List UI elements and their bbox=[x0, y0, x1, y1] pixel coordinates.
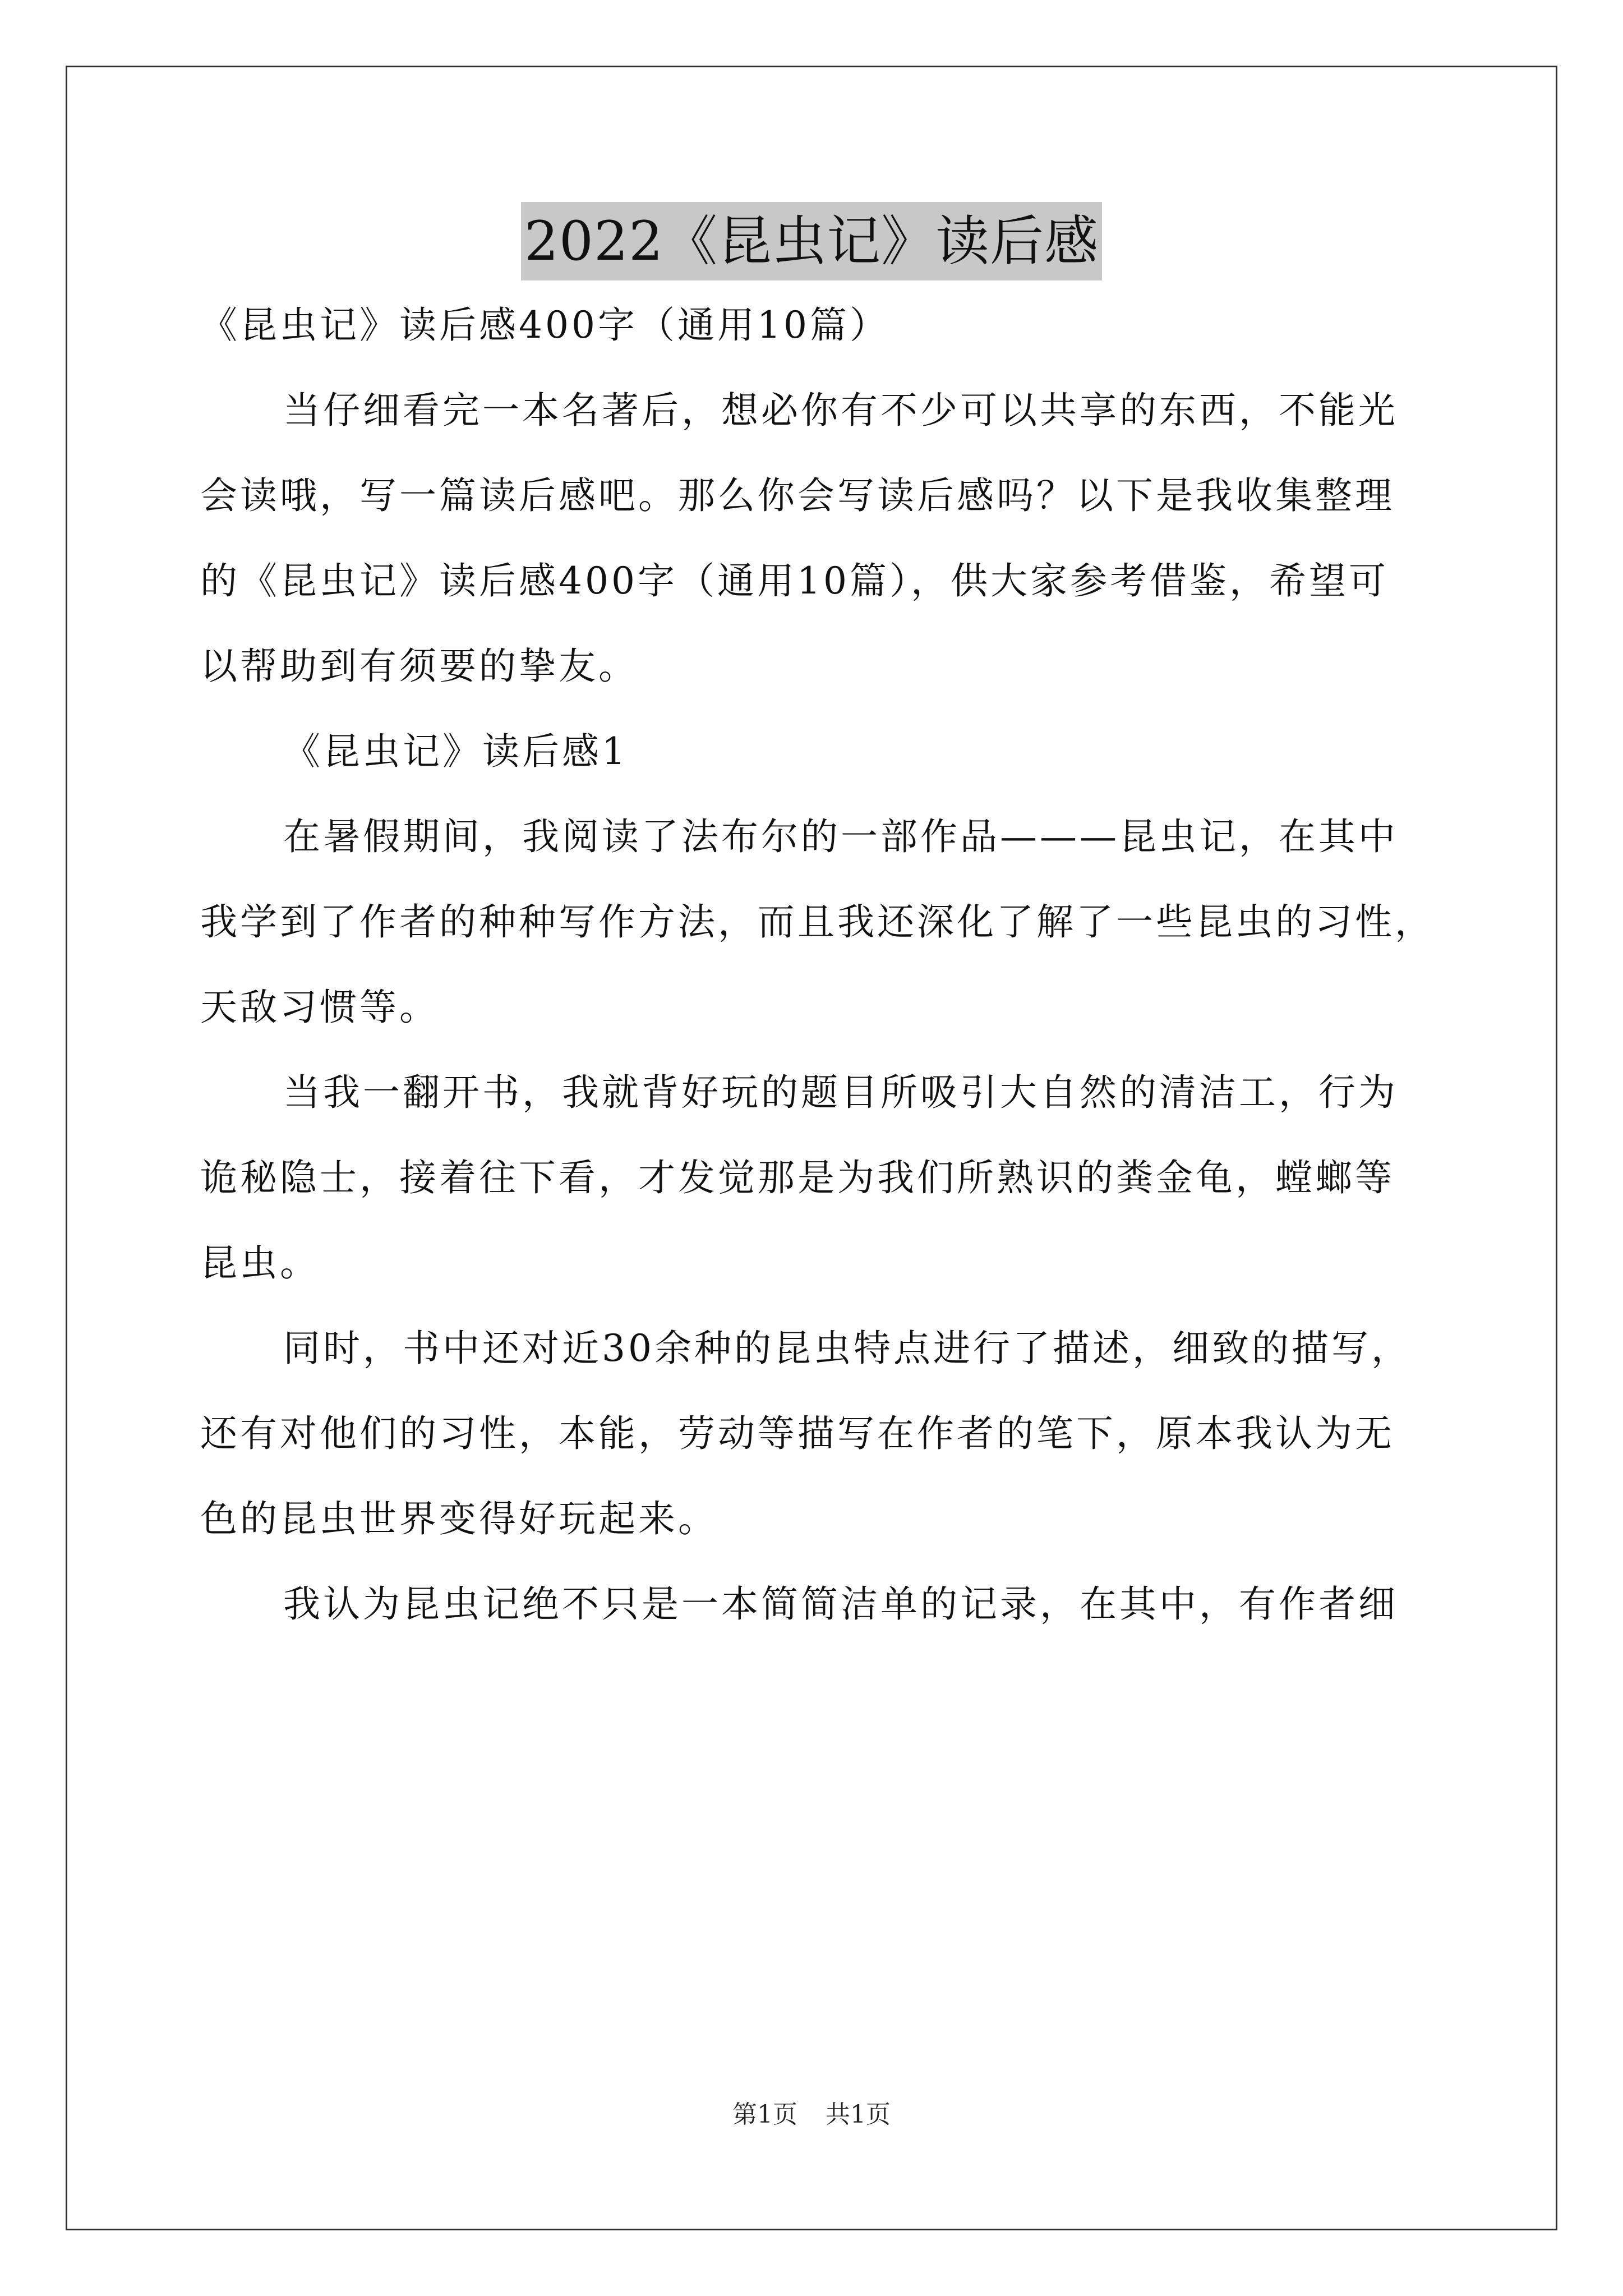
text-line: 我认为昆虫记绝不只是一本简简洁单的记录，在其中，有作者细 bbox=[283, 1582, 1398, 1626]
text-line: 会读哦，写一篇读后感吧。那么你会写读后感吗？以下是我收集整理 bbox=[200, 474, 1395, 517]
text-line: 我学到了作者的种种写作方法，而且我还深化了解了一些昆虫的习性， bbox=[200, 900, 1435, 944]
text-line: 在暑假期间，我阅读了法布尔的一部作品———昆虫记，在其中 bbox=[283, 815, 1398, 858]
text-line: 以帮助到有须要的挚友。 bbox=[200, 645, 638, 688]
document-body bbox=[200, 303, 1434, 1667]
text-line: 同时，书中还对近30余种的昆虫特点进行了描述，细致的描写， bbox=[283, 1327, 1411, 1370]
text-line: 还有对他们的习性，本能，劳动等描写在作者的笔下，原本我认为无 bbox=[200, 1412, 1395, 1455]
title-container bbox=[0, 202, 1623, 280]
text-line: 诡秘隐士，接着往下看，才发觉那是为我们所熟识的粪金龟，螳螂等 bbox=[200, 1156, 1395, 1199]
page-total: 共1页 bbox=[826, 2100, 891, 2129]
text-line: 当我一翻开书，我就背好玩的题目所吸引大自然的清洁工，行为 bbox=[283, 1071, 1398, 1114]
text-line: 当仔细看完一本名著后，想必你有不少可以共享的东西，不能光 bbox=[283, 389, 1398, 432]
page-footer bbox=[0, 2098, 1623, 2132]
text-line: 《昆虫记》读后感1 bbox=[283, 730, 628, 773]
text-line: 天敌习惯等。 bbox=[200, 986, 439, 1029]
text-line: 色的昆虫世界变得好玩起来。 bbox=[200, 1497, 718, 1540]
text-line: 《昆虫记》读后感400字（通用10篇） bbox=[200, 303, 889, 347]
page-number: 第1页 bbox=[732, 2100, 797, 2129]
document-title: 2022《昆虫记》读后感 bbox=[521, 202, 1102, 280]
text-line: 昆虫。 bbox=[200, 1241, 320, 1285]
text-line: 的《昆虫记》读后感400字（通用10篇），供大家参考借鉴，希望可 bbox=[200, 559, 1389, 602]
